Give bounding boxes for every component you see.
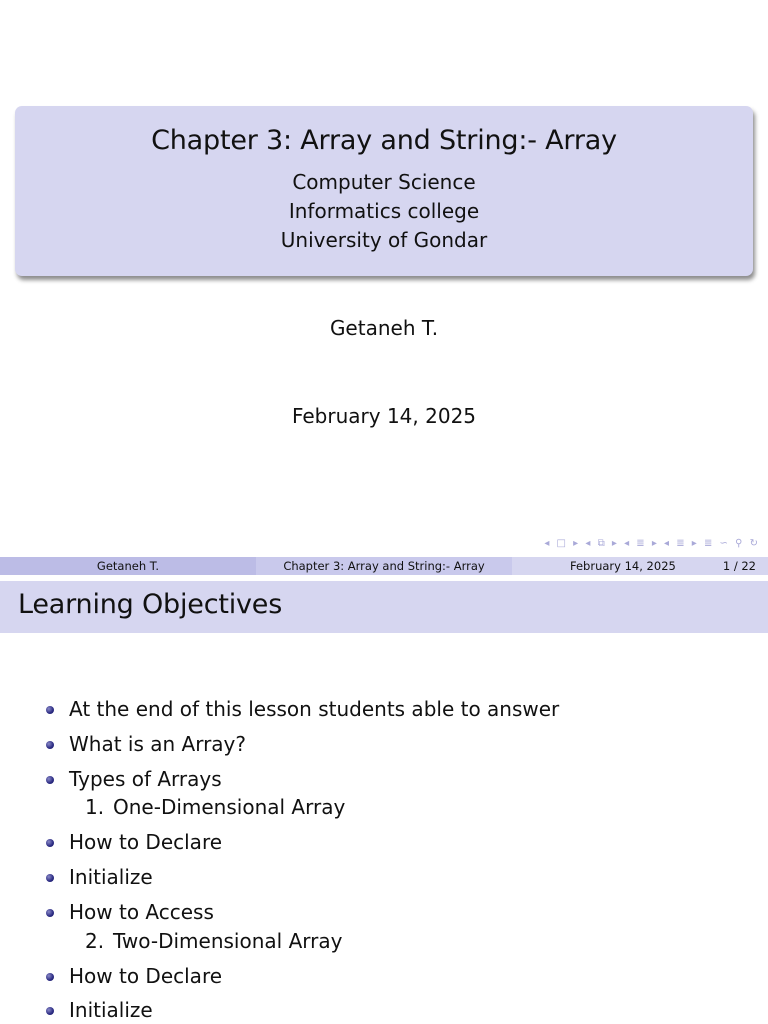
sub-item-text: Two-Dimensional Array [113, 929, 343, 953]
ball-bullet-icon [46, 909, 54, 917]
list-item: Initialize [69, 998, 153, 1022]
ball-bullet-icon [46, 776, 54, 784]
ball-bullet-icon [46, 741, 54, 749]
sub-item [85, 929, 342, 953]
institute-line-2: Informatics college [288, 199, 480, 223]
footer-date-section [512, 557, 768, 575]
page-number: 1 / 22 [722, 559, 756, 573]
navigation-symbols-icon[interactable]: ◂ □ ▸ ◂ ⧉ ▸ ◂ ≣ ▸ ◂ ≣ ▸ ≣ ∽ ⚲ ↻ [544, 538, 760, 549]
date: February 14, 2025 [291, 404, 477, 428]
list-item: At the end of this lesson students able to answer [69, 697, 560, 721]
footer-title: Chapter 3: Array and String:- Array [256, 557, 512, 575]
footer-date: February 14, 2025 [570, 559, 676, 573]
list-item: What is an Array? [69, 732, 247, 756]
list-item: How to Declare [69, 964, 223, 988]
institute-line-1: Computer Science [292, 170, 476, 194]
sub-item-number: 1. [85, 795, 105, 819]
list-item: Types of Arrays [69, 767, 222, 791]
author: Getaneh T. [329, 316, 439, 340]
institute-line-3: University of Gondar [280, 228, 488, 252]
slide-title: Chapter 3: Array and String:- Array [151, 125, 617, 156]
ball-bullet-icon [46, 839, 54, 847]
ball-bullet-icon [46, 706, 54, 714]
ball-bullet-icon [46, 973, 54, 981]
footer [0, 557, 768, 575]
list-item: How to Access [69, 900, 214, 924]
ball-bullet-icon [46, 1007, 54, 1015]
sub-item-text: One-Dimensional Array [113, 795, 346, 819]
sub-item-number: 2. [85, 929, 105, 953]
sub-item [85, 795, 345, 819]
ball-bullet-icon [46, 874, 54, 882]
list-item: Initialize [69, 865, 153, 889]
list-item: How to Declare [69, 830, 223, 854]
footer-author: Getaneh T. [0, 557, 256, 575]
frame-title: Learning Objectives [18, 589, 283, 620]
